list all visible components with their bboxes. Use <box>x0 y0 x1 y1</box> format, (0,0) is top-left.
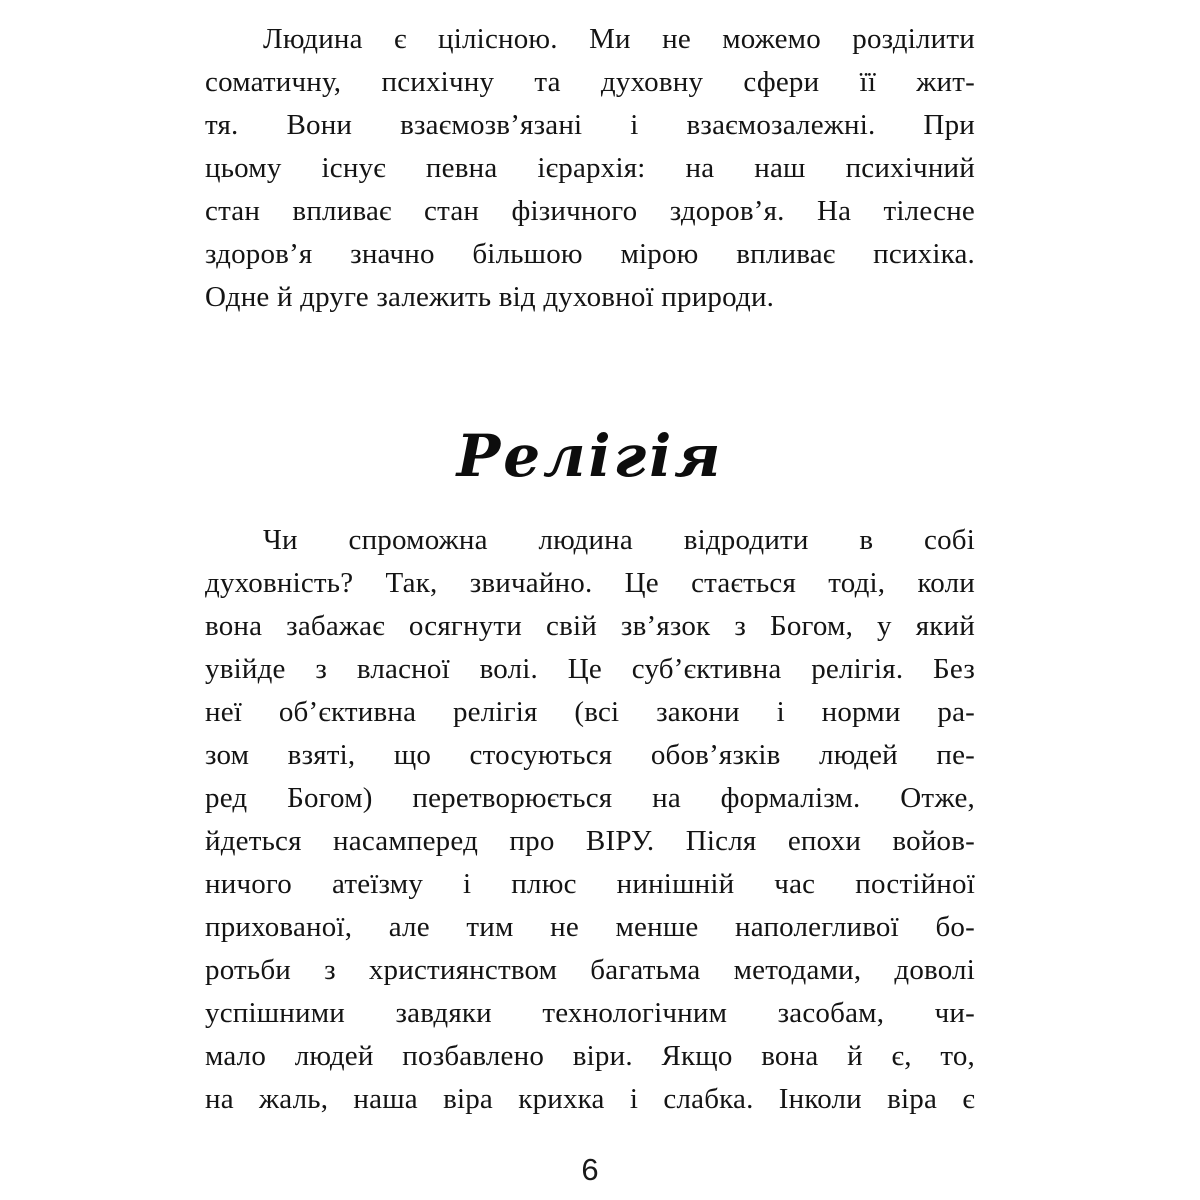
text-line: цьому існує певна ієрархія: на наш психічний <box>205 152 975 184</box>
text-line: тя. Вони взаємозв’язані і взаємозалежні. При <box>205 109 975 141</box>
paragraph <box>205 18 975 319</box>
book-page <box>205 18 975 1121</box>
text-line: духовність? Так, звичайно. Це стається тоді, коли <box>205 567 975 599</box>
text-line: ред Богом) перетворюється на формалізм. Отже, <box>205 782 975 814</box>
paragraph <box>205 519 975 1121</box>
text-line: вона забажає осягнути свій зв’язок з Богом, у який <box>205 610 975 642</box>
text-line: мало людей позбавлено віри. Якщо вона й є, то, <box>205 1040 975 1072</box>
text-line: на жаль, наша віра крихка і слабка. Інколи віра є <box>205 1083 975 1115</box>
text-line: неї об’єктивна релігія (всі закони і норми ра- <box>205 696 975 728</box>
text-line: Людина є цілісною. Ми не можемо розділити <box>263 23 975 55</box>
text-line: Чи спроможна людина відродити в собі <box>263 524 975 556</box>
text-line: увійде з власної волі. Це суб’єктивна релігія. Без <box>205 653 975 685</box>
text-line: зом взяті, що стосуються обов’язків людей пе- <box>205 739 975 771</box>
page-number: 6 <box>581 1152 599 1187</box>
text-line: Одне й друге залежить від духовної природи. <box>205 281 775 313</box>
text-line: соматичну, психічну та духовну сфери її жит- <box>205 66 975 98</box>
text-line: ничого атеїзму і плюс нинішній час постійної <box>205 868 975 900</box>
text-line: йдеться насамперед про ВІРУ. Після епохи войов- <box>205 825 975 857</box>
text-line: ротьби з християнством багатьма методами, доволі <box>205 954 975 986</box>
text-line: здоров’я значно більшою мірою впливає психіка. <box>205 238 975 270</box>
text-line: успішними завдяки технологічним засобам, чи- <box>205 997 975 1029</box>
text-line: прихованої, але тим не менше наполегливої бо- <box>205 911 975 943</box>
chapter-heading: Релігія <box>456 422 724 490</box>
text-line: стан впливає стан фізичного здоров’я. На тілесне <box>205 195 975 227</box>
